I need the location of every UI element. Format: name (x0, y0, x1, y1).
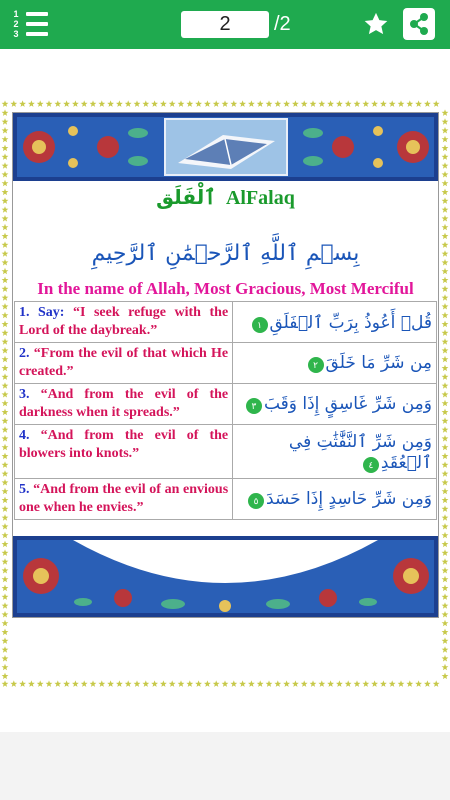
border-star (195, 680, 202, 687)
border-star (442, 664, 449, 671)
border-star (345, 100, 352, 107)
top-ornament-image (13, 113, 438, 181)
border-star (442, 497, 449, 504)
border-star (442, 277, 449, 284)
verse-arabic (233, 343, 437, 384)
border-star (2, 453, 9, 460)
border-star (213, 100, 220, 107)
border-star (424, 100, 431, 107)
surah-page (12, 112, 439, 618)
border-star (433, 680, 440, 687)
border-star (266, 680, 273, 687)
border-star (2, 417, 9, 424)
border-star (442, 365, 449, 372)
border-star (424, 680, 431, 687)
border-star (2, 585, 9, 592)
verse-row (15, 302, 437, 343)
border-star (406, 680, 413, 687)
verse-arabic (233, 302, 437, 343)
border-star (204, 100, 211, 107)
border-star (2, 373, 9, 380)
border-star (230, 100, 237, 107)
border-star (125, 100, 132, 107)
border-star (116, 680, 123, 687)
verse-translation (15, 302, 233, 343)
border-star (442, 268, 449, 275)
border-star (2, 488, 9, 495)
border-star (2, 655, 9, 662)
border-star (2, 153, 9, 160)
translation-text: “And from the evil of the blowers into knots.” (19, 428, 229, 461)
border-star (46, 680, 53, 687)
border-star (274, 100, 281, 107)
border-star (442, 629, 449, 636)
border-star (90, 680, 97, 687)
border-star (2, 576, 9, 583)
border-star (2, 312, 9, 319)
border-star (2, 461, 9, 468)
border-star (107, 100, 114, 107)
border-star (2, 400, 9, 407)
border-star (2, 294, 9, 301)
border-star (442, 189, 449, 196)
top-toolbar (0, 0, 450, 49)
border-star (283, 100, 290, 107)
border-star (2, 426, 9, 433)
border-star (442, 417, 449, 424)
border-star (442, 637, 449, 644)
border-star (2, 277, 9, 284)
border-star (442, 294, 449, 301)
verse-row (15, 384, 437, 425)
verse-translation (15, 343, 233, 384)
border-star (2, 127, 9, 134)
bismillah-translation: In the name of Allah, Most Gracious, Most Merciful (37, 279, 414, 298)
border-star (292, 680, 299, 687)
border-star (442, 303, 449, 310)
border-star (2, 285, 9, 292)
verse-number: 1. (19, 305, 30, 320)
border-star (125, 680, 132, 687)
ayah-marker-icon: ٥ (248, 493, 264, 509)
border-star (142, 680, 149, 687)
page-number-input[interactable] (181, 11, 269, 38)
border-star (442, 514, 449, 521)
numbered-list-icon: 1 2 3 (13, 9, 19, 39)
border-star (248, 680, 255, 687)
border-star (318, 100, 325, 107)
border-star (442, 321, 449, 328)
border-star (442, 145, 449, 152)
border-star (2, 470, 9, 477)
bismillah-arabic: بِسۡمِ ٱللَّهِ ٱلرَّحۡمَٰنِ ٱلرَّحِيمِ (91, 241, 360, 266)
border-star (442, 444, 449, 451)
border-star (2, 347, 9, 354)
border-star (442, 382, 449, 389)
border-star (98, 100, 105, 107)
border-star (2, 136, 9, 143)
border-star (2, 602, 9, 609)
border-star (2, 435, 9, 442)
border-star (442, 646, 449, 653)
border-star (442, 505, 449, 512)
border-star (301, 100, 308, 107)
border-star (442, 611, 449, 618)
border-star (239, 100, 246, 107)
border-star (442, 620, 449, 627)
border-star (442, 118, 449, 125)
border-star (116, 100, 123, 107)
border-star (2, 541, 9, 548)
border-star (10, 100, 17, 107)
border-star (239, 680, 246, 687)
border-star (442, 347, 449, 354)
border-star (151, 100, 158, 107)
border-star (442, 549, 449, 556)
border-star (169, 680, 176, 687)
border-star (10, 680, 17, 687)
translation-text: “From the evil of that which He created.” (19, 346, 229, 379)
border-star (442, 338, 449, 345)
border-star (160, 100, 167, 107)
border-star (2, 620, 9, 627)
border-star (442, 673, 449, 680)
border-star (54, 680, 61, 687)
border-star (442, 109, 449, 116)
border-star (442, 409, 449, 416)
border-star (442, 523, 449, 530)
border-star (2, 250, 9, 257)
border-star (442, 541, 449, 548)
menu-line (26, 22, 48, 26)
border-star (354, 100, 361, 107)
border-star (362, 100, 369, 107)
border-star (2, 673, 9, 680)
border-star (2, 180, 9, 187)
verse-arabic (233, 384, 437, 425)
border-star (2, 637, 9, 644)
border-star (371, 100, 378, 107)
border-star (2, 197, 9, 204)
border-star (362, 680, 369, 687)
border-star (2, 444, 9, 451)
border-star (134, 680, 141, 687)
border-star (442, 180, 449, 187)
border-star (2, 118, 9, 125)
verse-number: 5. (19, 482, 30, 497)
border-star (230, 680, 237, 687)
border-star (2, 171, 9, 178)
border-star (442, 329, 449, 336)
border-star (2, 321, 9, 328)
border-star (2, 100, 9, 107)
border-star (442, 127, 449, 134)
border-star (107, 680, 114, 687)
border-star (2, 338, 9, 345)
verse-translation (15, 384, 233, 425)
border-star (442, 285, 449, 292)
border-star (2, 162, 9, 169)
border-star (442, 470, 449, 477)
border-star (310, 680, 317, 687)
surah-title-arabic: ٱلْفَلَق (156, 185, 216, 209)
favorite-button[interactable] (362, 10, 390, 38)
border-star (380, 680, 387, 687)
border-star (442, 197, 449, 204)
border-star (442, 558, 449, 565)
surah-title-english: AlFalaq (225, 187, 295, 209)
bottom-area (0, 732, 450, 800)
border-star (398, 680, 405, 687)
border-star (442, 461, 449, 468)
border-star (318, 680, 325, 687)
border-star (389, 100, 396, 107)
border-star (266, 100, 273, 107)
border-star (37, 100, 44, 107)
border-star (433, 100, 440, 107)
border-star (2, 145, 9, 152)
border-star (442, 453, 449, 460)
border-star (2, 558, 9, 565)
border-star (2, 680, 9, 687)
border-star (2, 329, 9, 336)
border-star (442, 576, 449, 583)
border-star (2, 382, 9, 389)
border-star (442, 233, 449, 240)
border-star (2, 109, 9, 116)
border-star (169, 100, 176, 107)
border-star (442, 171, 449, 178)
verse-number: 3. (19, 387, 30, 402)
border-star (415, 680, 422, 687)
verse-list-button[interactable] (8, 9, 48, 41)
translation-text: “I seek refuge with the Lord of the daybreak.” (19, 305, 229, 338)
border-star (257, 100, 264, 107)
border-star (2, 233, 9, 240)
border-star (2, 479, 9, 486)
border-star (442, 479, 449, 486)
arabic-text: وَمِن شَرِّ غَاسِقٍ إِذَا وَقَبَ (263, 394, 432, 414)
border-star (336, 680, 343, 687)
menu-line (26, 32, 48, 36)
border-star (442, 426, 449, 433)
border-star (283, 680, 290, 687)
page-total-label: /2 (274, 13, 291, 35)
border-star (2, 629, 9, 636)
border-star (134, 100, 141, 107)
border-star (248, 100, 255, 107)
verse-number: 2. (19, 346, 30, 361)
border-star (398, 100, 405, 107)
border-star (442, 593, 449, 600)
share-icon (403, 8, 435, 40)
verse-translation (15, 479, 233, 520)
border-star (2, 215, 9, 222)
border-star (19, 680, 26, 687)
border-star (442, 655, 449, 662)
border-star (442, 488, 449, 495)
surah-title (13, 185, 438, 210)
arabic-text: مِن شَرِّ مَا خَلَقَ (325, 353, 432, 373)
border-star (2, 549, 9, 556)
border-star (186, 100, 193, 107)
translation-text: “And from the evil of the darkness when it spreads.” (19, 387, 229, 420)
verse-row (15, 425, 437, 479)
border-star (178, 100, 185, 107)
border-star (2, 391, 9, 398)
border-star (151, 680, 158, 687)
border-star (2, 356, 9, 363)
menu-line (26, 12, 48, 16)
border-star (442, 224, 449, 231)
border-star (292, 100, 299, 107)
border-star (213, 680, 220, 687)
border-star (19, 100, 26, 107)
border-star (442, 400, 449, 407)
ayah-marker-icon: ٢ (308, 357, 324, 373)
border-star (37, 680, 44, 687)
border-star (371, 680, 378, 687)
border-star (28, 100, 35, 107)
border-star (2, 365, 9, 372)
border-star (442, 602, 449, 609)
border-star (2, 532, 9, 539)
border-star (2, 303, 9, 310)
border-star (2, 514, 9, 521)
border-star (222, 100, 229, 107)
border-star (81, 100, 88, 107)
border-star (336, 100, 343, 107)
border-star (442, 585, 449, 592)
border-star (442, 162, 449, 169)
border-star (442, 373, 449, 380)
border-star (442, 532, 449, 539)
ayah-marker-icon: ٣ (246, 398, 262, 414)
border-star (442, 356, 449, 363)
translation-text: Say: (29, 305, 73, 320)
border-star (389, 680, 396, 687)
border-star (442, 215, 449, 222)
border-star (2, 189, 9, 196)
ayah-marker-icon: ٤ (363, 457, 379, 473)
border-star (310, 100, 317, 107)
border-star (380, 100, 387, 107)
border-star (354, 680, 361, 687)
border-star (442, 241, 449, 248)
translation-text: “And from the evil of an envious one when he envies.” (19, 482, 229, 515)
arabic-text: قُلۡ أَعُوذُ بِرَبِّ ٱلۡفَلَقِ (269, 312, 432, 333)
border-star (442, 259, 449, 266)
border-star (2, 505, 9, 512)
border-star (2, 206, 9, 213)
border-star (28, 680, 35, 687)
border-star (63, 100, 70, 107)
bottom-ornament-image (13, 536, 438, 617)
border-star (2, 268, 9, 275)
verse-row (15, 343, 437, 384)
border-star (46, 100, 53, 107)
border-star (2, 646, 9, 653)
border-star (2, 241, 9, 248)
star-icon (362, 10, 390, 38)
border-star (222, 680, 229, 687)
border-star (301, 680, 308, 687)
border-star (257, 680, 264, 687)
border-star (442, 206, 449, 213)
border-star (442, 136, 449, 143)
border-star (195, 100, 202, 107)
border-star (54, 100, 61, 107)
verse-arabic (233, 479, 437, 520)
border-star (2, 224, 9, 231)
border-star (63, 680, 70, 687)
verses-table (14, 301, 437, 520)
verse-translation (15, 425, 233, 479)
border-star (442, 567, 449, 574)
share-button[interactable] (403, 8, 435, 40)
border-star (178, 680, 185, 687)
verse-arabic (233, 425, 437, 479)
border-star (442, 153, 449, 160)
border-star (72, 100, 79, 107)
border-star (2, 567, 9, 574)
border-star (90, 100, 97, 107)
verse-number: 4. (19, 428, 30, 443)
border-star (415, 100, 422, 107)
verse-row (15, 479, 437, 520)
border-star (2, 611, 9, 618)
border-star (274, 680, 281, 687)
border-star (2, 409, 9, 416)
arabic-text: وَمِن شَرِّ حَاسِدٍ إِذَا حَسَدَ (266, 489, 432, 509)
border-star (442, 250, 449, 257)
border-star (327, 100, 334, 107)
border-star (442, 391, 449, 398)
border-star (442, 312, 449, 319)
border-star (98, 680, 105, 687)
border-star (327, 680, 334, 687)
arabic-text: وَمِن شَرِّ ٱلنَّفَّٰثَٰتِ فِي ٱلۡعُقَدِ (288, 431, 432, 473)
border-star (345, 680, 352, 687)
border-star (2, 593, 9, 600)
border-star (142, 100, 149, 107)
border-star (160, 680, 167, 687)
border-star (2, 497, 9, 504)
border-star (72, 680, 79, 687)
border-star (81, 680, 88, 687)
border-star (406, 100, 413, 107)
border-star (204, 680, 211, 687)
border-star (2, 523, 9, 530)
ayah-marker-icon: ١ (252, 317, 268, 333)
border-star (2, 664, 9, 671)
border-star (186, 680, 193, 687)
border-star (2, 259, 9, 266)
border-star (442, 435, 449, 442)
